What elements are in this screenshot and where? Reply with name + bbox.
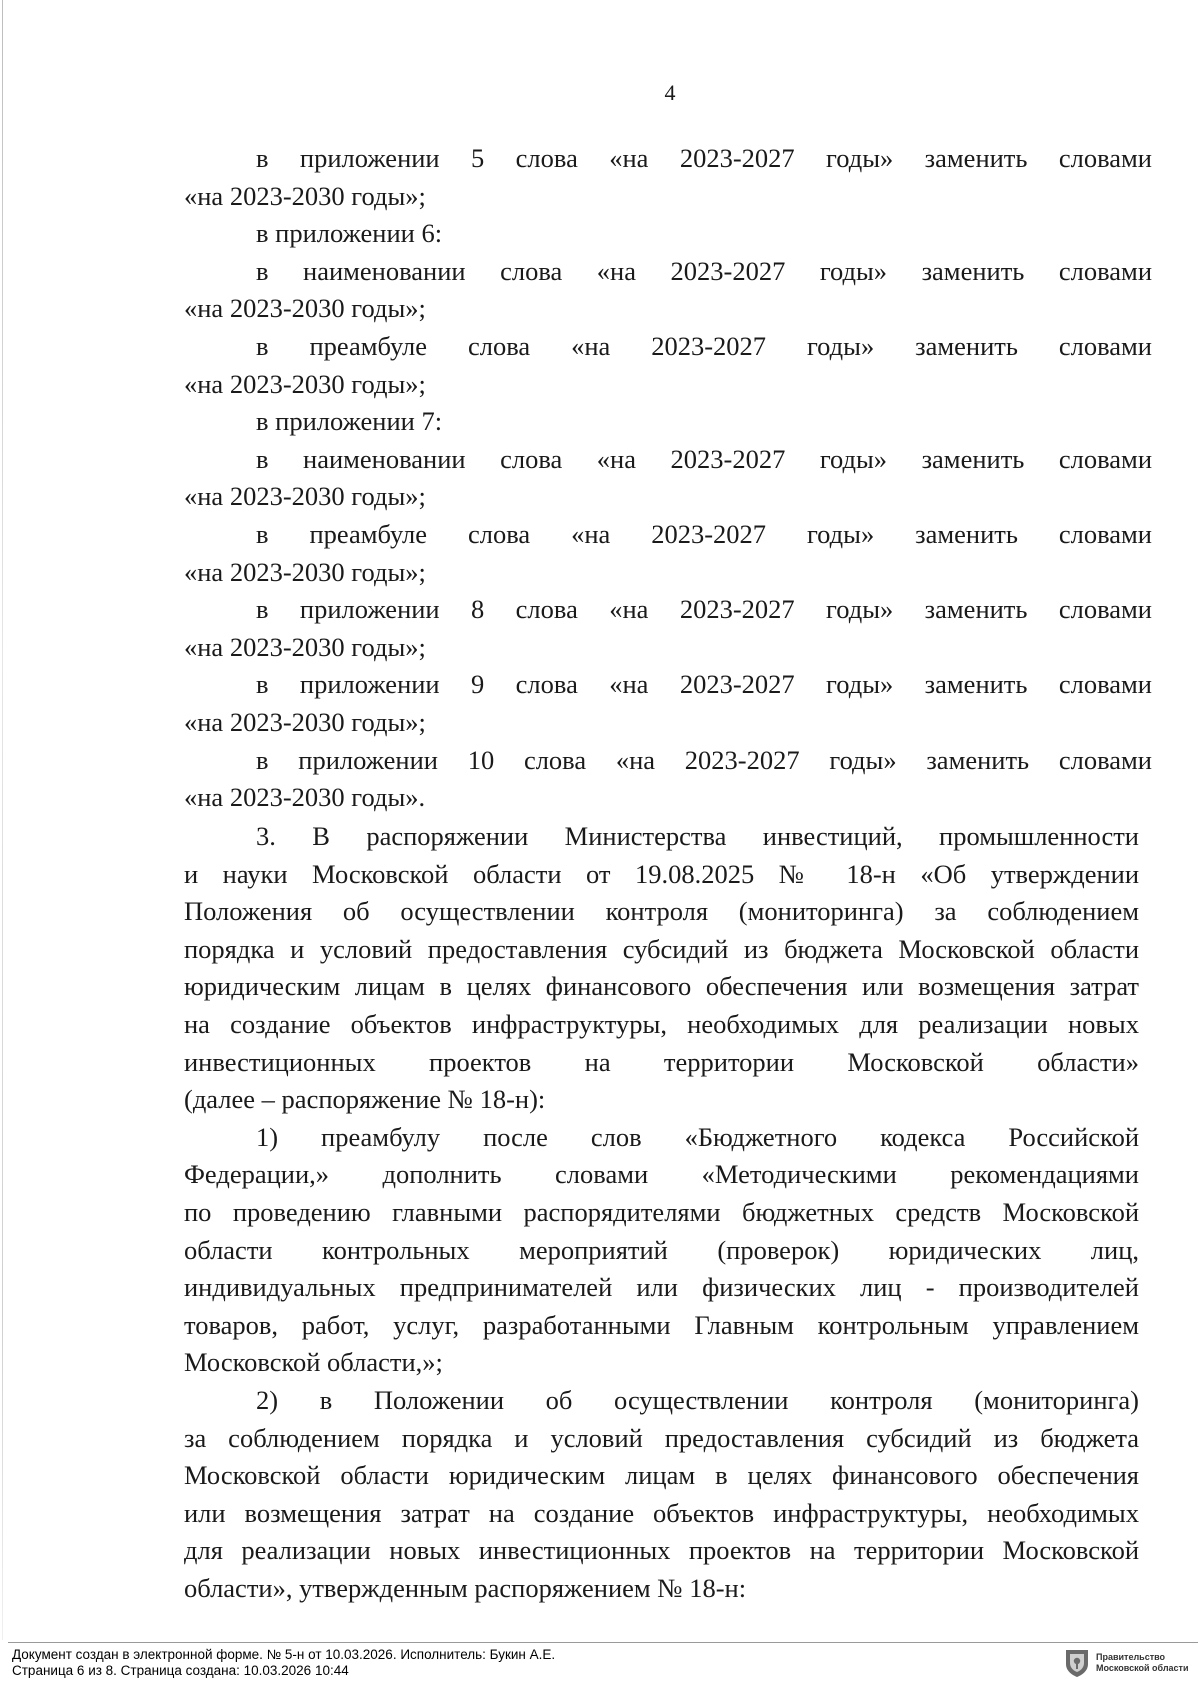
item-3-line: на создание объектов инфраструктуры, необходимых для реализации новых	[184, 1008, 1139, 1039]
item-3-2-line: 2) в Положении об осуществлении контроля (мониторинга)	[256, 1384, 1139, 1415]
item-3-line: (далее – распоряжение № 18-н):	[184, 1084, 546, 1115]
amendment-paragraph-line: «на 2023-2030 годы»;	[184, 481, 426, 512]
scan-edge-line	[2, 0, 3, 1640]
item-3-1-line: Московской области,»;	[184, 1347, 443, 1378]
amendment-paragraph-line: в приложении 7:	[256, 406, 443, 437]
amendment-paragraph	[184, 516, 1152, 591]
item-3-2-line: Московской области юридическим лицам в целях финансового обеспечения	[184, 1460, 1139, 1491]
item-3-1-line: товаров, работ, услуг, разработанными Главным контрольным управлением	[184, 1309, 1139, 1340]
amendment-paragraph-line: в преамбуле слова «на 2023-2027 годы» заменить словами	[256, 330, 1152, 361]
amendment-paragraph-line: в приложении 6:	[256, 218, 443, 249]
document-body-lower	[184, 818, 1139, 1607]
item-3-1-line: 1) преамбулу после слов «Бюджетного кодекса Российской	[256, 1121, 1139, 1152]
amendment-paragraph	[184, 742, 1152, 817]
amendment-paragraph-line: в приложении 8 слова «на 2023-2027 годы» заменить словами	[256, 594, 1152, 625]
footer-line-2: Страница 6 из 8. Страница создана: 10.03.2026 10:44	[12, 1663, 349, 1678]
amendment-paragraph-line: «на 2023-2030 годы»;	[184, 631, 426, 662]
amendment-paragraph	[184, 140, 1152, 215]
amendment-paragraph-line: «на 2023-2030 годы».	[184, 782, 426, 813]
amendment-paragraph	[184, 591, 1152, 666]
item-3-2-paragraph	[184, 1382, 1139, 1608]
amendment-paragraph-line: в наименовании слова «на 2023-2027 годы» заменить словами	[256, 443, 1152, 474]
item-3-1-paragraph	[184, 1119, 1139, 1382]
amendment-paragraph-line: «на 2023-2030 годы»;	[184, 293, 426, 324]
brand-line-1: Правительство	[1096, 1652, 1166, 1662]
page-number: 4	[664, 80, 676, 105]
amendment-paragraph-line: «на 2023-2030 годы»;	[184, 180, 426, 211]
item-3-line: порядка и условий предоставления субсидий из бюджета Московской области	[184, 933, 1139, 964]
amendment-paragraph-line: «на 2023-2030 годы»;	[184, 368, 426, 399]
item-3-line: и науки Московской области от 19.08.2025 № 18-н «Об утверждении	[184, 858, 1139, 889]
amendment-paragraph-line: в наименовании слова «на 2023-2027 годы» заменить словами	[256, 255, 1152, 286]
brand-line-2: Московской области	[1096, 1663, 1189, 1673]
item-3-2-line: для реализации новых инвестиционных проектов на территории Московской	[184, 1535, 1139, 1566]
coat-of-arms-icon	[1064, 1648, 1090, 1678]
footer-divider	[8, 1642, 1198, 1643]
amendment-paragraph	[184, 666, 1152, 741]
document-body-upper	[184, 140, 1152, 817]
amendment-paragraph-line: в приложении 9 слова «на 2023-2027 годы» заменить словами	[256, 669, 1152, 700]
footer-line-1: Документ создан в электронной форме. № 5-н от 10.03.2026. Исполнитель: Букин А.Е.	[12, 1647, 556, 1662]
amendment-paragraph	[184, 215, 1152, 253]
item-3-1-line: Федерации,» дополнить словами «Методическими рекомендациями	[184, 1159, 1139, 1190]
amendment-paragraph-line: в приложении 10 слова «на 2023-2027 годы» заменить словами	[256, 744, 1152, 775]
item-3-2-line: или возмещения затрат на создание объектов инфраструктуры, необходимых	[184, 1497, 1139, 1528]
brand-logo	[1064, 1648, 1200, 1688]
item-3-1-line: области контрольных мероприятий (проверок) юридических лиц,	[184, 1234, 1139, 1265]
item-3-1-line: по проведению главными распорядителями бюджетных средств Московской	[184, 1196, 1139, 1227]
amendment-paragraph	[184, 253, 1152, 328]
amendment-paragraph-line: «на 2023-2030 годы»;	[184, 706, 426, 737]
item-3-line: юридическим лицам в целях финансового обеспечения или возмещения затрат	[184, 971, 1139, 1002]
item-3-2-line: за соблюдением порядка и условий предоставления субсидий из бюджета	[184, 1422, 1139, 1453]
item-3-line: инвестиционных проектов на территории Московской области»	[184, 1046, 1139, 1077]
amendment-paragraph-line: в приложении 5 слова «на 2023-2027 годы» заменить словами	[256, 143, 1152, 173]
amendment-paragraph	[184, 328, 1152, 403]
amendment-paragraph	[184, 403, 1152, 441]
item-3-2-line: области», утвержденным распоряжением № 18-н:	[184, 1572, 747, 1603]
amendment-paragraph-line: в преамбуле слова «на 2023-2027 годы» заменить словами	[256, 518, 1152, 549]
amendment-paragraph	[184, 441, 1152, 516]
item-3-line: 3. В распоряжении Министерства инвестиций, промышленности	[256, 821, 1139, 851]
item-3-line: Положения об осуществлении контроля (мониторинга) за соблюдением	[184, 896, 1139, 927]
item-3-paragraph	[184, 818, 1139, 1119]
item-3-1-line: индивидуальных предпринимателей или физических лиц - производителей	[184, 1272, 1139, 1303]
amendment-paragraph-line: «на 2023-2030 годы»;	[184, 556, 426, 587]
footer	[12, 1647, 912, 1679]
